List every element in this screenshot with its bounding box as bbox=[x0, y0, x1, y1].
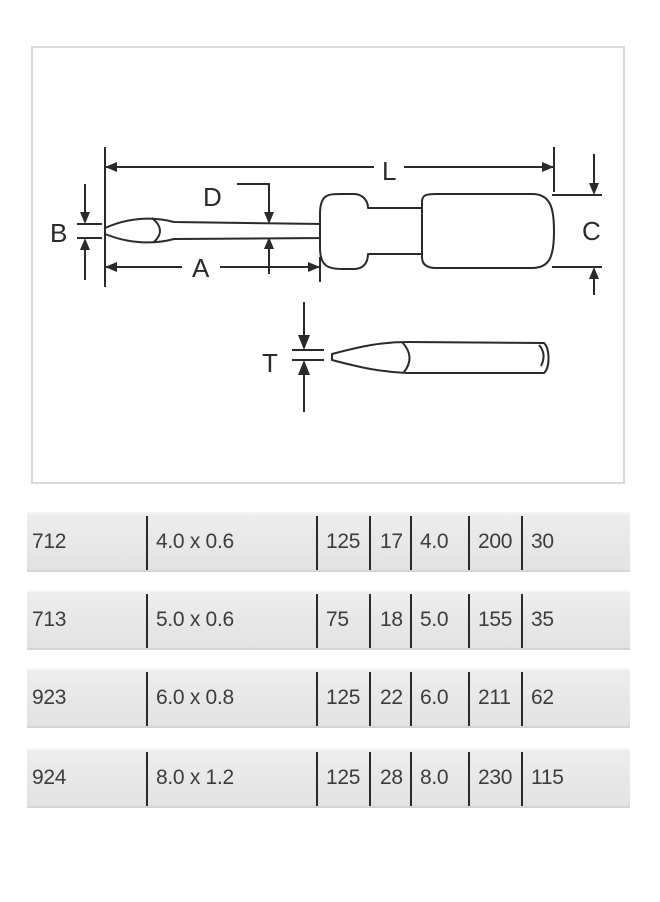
table-cell: 923 bbox=[32, 686, 67, 709]
column-divider bbox=[521, 672, 523, 726]
table-cell: 62 bbox=[531, 686, 554, 709]
column-divider bbox=[316, 752, 318, 806]
table-cell: 28 bbox=[380, 766, 403, 789]
table-cell: 4.0 bbox=[420, 530, 449, 553]
leader-d bbox=[237, 184, 269, 214]
column-divider bbox=[410, 594, 412, 648]
column-divider bbox=[369, 594, 371, 648]
column-divider bbox=[146, 594, 148, 648]
table-cell: 22 bbox=[380, 686, 403, 709]
label-l: L bbox=[382, 156, 397, 186]
table-cell: 6.0 bbox=[420, 686, 449, 709]
column-divider bbox=[410, 672, 412, 726]
table-cell: 30 bbox=[531, 530, 554, 553]
blade-tip-shaft bbox=[332, 342, 549, 373]
column-divider bbox=[521, 516, 523, 570]
table-cell: 35 bbox=[531, 608, 554, 631]
label-t: T bbox=[262, 348, 278, 378]
table-row bbox=[27, 668, 630, 728]
column-divider bbox=[146, 672, 148, 726]
column-divider bbox=[521, 752, 523, 806]
column-divider bbox=[369, 752, 371, 806]
column-divider bbox=[369, 516, 371, 570]
table-cell: 5.0 bbox=[420, 608, 449, 631]
arrowhead-c-down bbox=[589, 183, 599, 195]
table-row bbox=[27, 512, 630, 572]
table-row bbox=[27, 590, 630, 650]
column-divider bbox=[410, 516, 412, 570]
table-cell: 6.0 x 0.8 bbox=[156, 686, 234, 709]
label-a: A bbox=[192, 253, 210, 283]
table-cell: 4.0 x 0.6 bbox=[156, 530, 234, 553]
column-divider bbox=[316, 594, 318, 648]
column-divider bbox=[146, 752, 148, 806]
table-cell: 17 bbox=[380, 530, 403, 553]
arrowhead-d-down bbox=[264, 212, 274, 224]
handle-ferrule bbox=[320, 194, 422, 269]
table-row bbox=[27, 748, 630, 808]
table-cell: 125 bbox=[326, 530, 361, 553]
arrowhead-t-up bbox=[298, 360, 310, 375]
label-b: B bbox=[50, 218, 68, 248]
column-divider bbox=[410, 752, 412, 806]
table-cell: 18 bbox=[380, 608, 403, 631]
arrowhead-l-left bbox=[105, 162, 117, 172]
arrowhead-t-down bbox=[298, 335, 310, 350]
column-divider bbox=[468, 516, 470, 570]
table-cell: 75 bbox=[326, 608, 349, 631]
column-divider bbox=[468, 594, 470, 648]
table-cell: 5.0 x 0.6 bbox=[156, 608, 234, 631]
column-divider bbox=[468, 672, 470, 726]
column-divider bbox=[316, 516, 318, 570]
table-cell: 712 bbox=[32, 530, 67, 553]
arrowhead-a-right bbox=[308, 262, 320, 272]
label-d: D bbox=[203, 182, 222, 212]
arrowhead-a-left bbox=[105, 262, 117, 272]
column-divider bbox=[369, 672, 371, 726]
screwdriver-shaft bbox=[105, 219, 324, 243]
label-c: C bbox=[582, 216, 601, 246]
handle-grip bbox=[422, 194, 554, 268]
table-cell: 115 bbox=[531, 766, 564, 789]
arrowhead-l-right bbox=[542, 162, 554, 172]
table-cell: 125 bbox=[326, 686, 361, 709]
table-cell: 211 bbox=[478, 686, 511, 709]
table-cell: 8.0 bbox=[420, 766, 449, 789]
column-divider bbox=[316, 672, 318, 726]
table-cell: 155 bbox=[478, 608, 513, 631]
arrowhead-b-down bbox=[80, 212, 90, 224]
column-divider bbox=[468, 752, 470, 806]
column-divider bbox=[146, 516, 148, 570]
table-cell: 713 bbox=[32, 608, 67, 631]
table-cell: 200 bbox=[478, 530, 513, 553]
arrowhead-c-up bbox=[589, 267, 599, 279]
table-cell: 125 bbox=[326, 766, 361, 789]
screwdriver-diagram bbox=[31, 46, 625, 484]
arrowhead-b-up bbox=[80, 238, 90, 250]
table-cell: 8.0 x 1.2 bbox=[156, 766, 234, 789]
table-cell: 230 bbox=[478, 766, 513, 789]
column-divider bbox=[521, 594, 523, 648]
table-cell: 924 bbox=[32, 766, 67, 789]
